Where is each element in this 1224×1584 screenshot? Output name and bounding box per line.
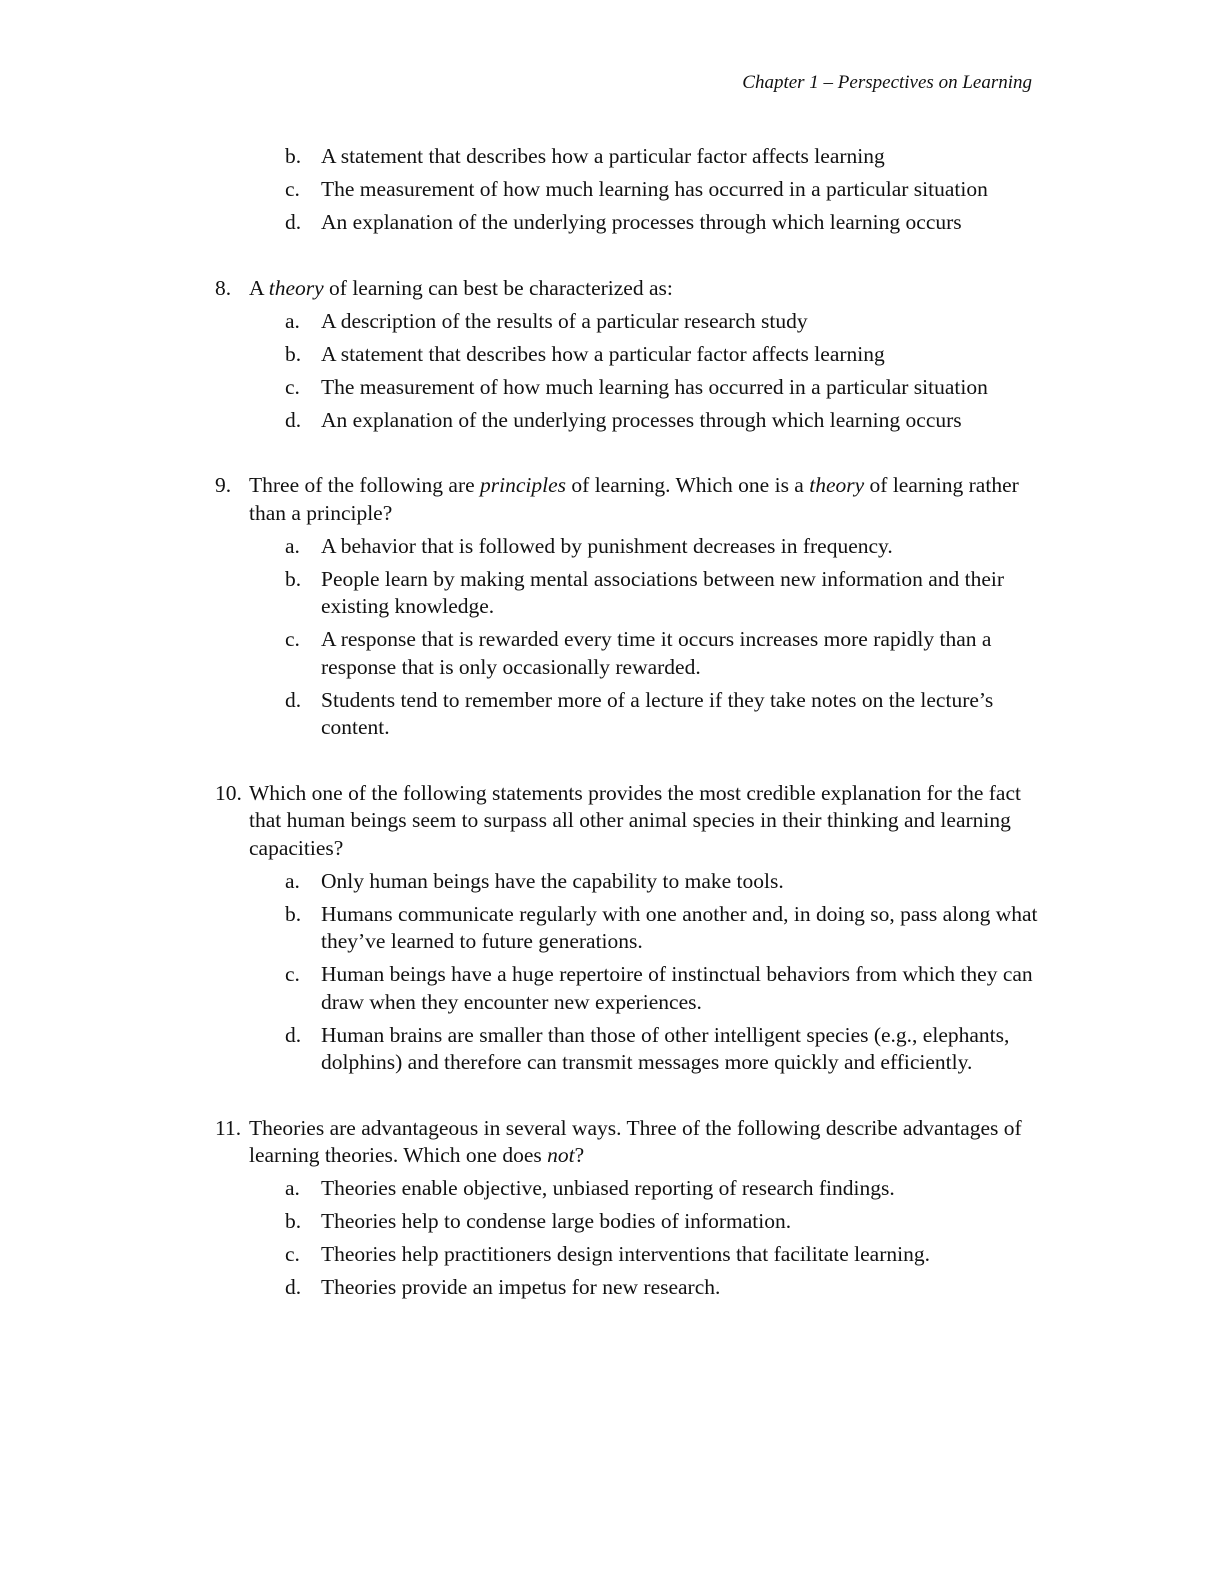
answer-option (285, 308, 1045, 336)
answer-option (285, 1022, 1045, 1077)
running-header: Chapter 1 – Perspectives on Learning (742, 72, 1032, 93)
option-label: d. (285, 687, 302, 712)
answer-option (285, 533, 1045, 561)
option-label: a. (285, 1176, 300, 1200)
answer-option (285, 374, 1045, 402)
option-text: Humans communicate regularly with one another and, in doing so, pass along what they’ve learned to future generations. (321, 901, 1038, 953)
question (215, 275, 1045, 435)
question-stem (215, 1115, 1045, 1170)
question-list (215, 143, 1045, 1302)
answer-option (285, 626, 1045, 681)
question-stem (215, 780, 1045, 863)
text-run: Which one of the following statements provides the most credible explanation for the fact that human beings seem to surpass all other animal species in their thinking and learning capacities? (249, 780, 1021, 860)
option-label: d. (285, 1275, 302, 1299)
text-run: of learning. Which one is a (566, 473, 810, 497)
answer-option (285, 407, 1045, 435)
option-text: People learn by making mental associations between new information and their existing knowledge. (321, 566, 1005, 618)
question-number: 10. (215, 780, 242, 805)
option-text: A statement that describes how a particular factor affects learning (321, 341, 885, 366)
option-text: A response that is rewarded every time it occurs increases more rapidly than a response that is only occasionally rewarded. (321, 627, 992, 679)
question (215, 1115, 1045, 1302)
option-label: a. (285, 533, 300, 558)
option-label: c. (285, 627, 300, 651)
answer-option (285, 1274, 1045, 1302)
answer-option (285, 1175, 1045, 1203)
answer-option (285, 1208, 1045, 1236)
answer-option (285, 176, 1045, 204)
option-label: b. (285, 144, 302, 168)
question-stem (215, 472, 1045, 527)
option-label: b. (285, 1209, 302, 1233)
option-label: c. (285, 177, 300, 201)
answer-option (285, 566, 1045, 621)
question-number: 11. (215, 1115, 242, 1140)
emphasized-term: theory (268, 275, 324, 300)
text-run: of learning rather than a principle? (249, 473, 1019, 525)
emphasized-term: theory (809, 473, 865, 497)
option-label: d. (285, 1022, 302, 1047)
answer-option (285, 1241, 1045, 1269)
answer-options (285, 143, 1045, 237)
option-text: An explanation of the underlying processes through which learning occurs (321, 210, 962, 234)
text-run: Three of the following are (249, 473, 481, 497)
text-run: of learning can best be characterized as: (323, 275, 673, 300)
option-label: b. (285, 341, 302, 366)
option-text: The measurement of how much learning has occurred in a particular situation (321, 374, 988, 399)
answer-option (285, 341, 1045, 369)
option-text: A statement that describes how a particular factor affects learning (321, 144, 885, 168)
option-label: d. (285, 407, 302, 432)
option-text: Students tend to remember more of a lecture if they take notes on the lecture’s content. (321, 687, 994, 739)
answer-option (285, 687, 1045, 742)
question-text (249, 1115, 1045, 1170)
option-label: c. (285, 962, 300, 986)
option-label: c. (285, 374, 300, 399)
emphasized-term: not (547, 1143, 575, 1167)
option-text: A description of the results of a particular research study (321, 308, 808, 333)
question-text (249, 472, 1045, 527)
question (215, 472, 1045, 742)
answer-options (285, 1175, 1045, 1302)
question-text (249, 275, 1045, 303)
answer-option (285, 143, 1045, 171)
text-run: A (249, 275, 269, 300)
option-label: b. (285, 901, 302, 926)
option-text: Theories help practitioners design interventions that facilitate learning. (321, 1242, 930, 1266)
answer-option (285, 961, 1045, 1016)
option-label: c. (285, 1242, 300, 1266)
question-number: 9. (215, 473, 232, 497)
emphasized-term: principles (480, 473, 567, 497)
option-label: b. (285, 566, 302, 591)
question (215, 780, 1045, 1077)
option-text: Only human beings have the capability to make tools. (321, 868, 784, 893)
question-text (249, 780, 1045, 863)
option-text: Theories provide an impetus for new research. (321, 1275, 721, 1299)
text-run: Theories are advantageous in several ways. Three of the following describe advantages of learning theories. Which one does (249, 1115, 1022, 1167)
option-label: a. (285, 868, 300, 893)
option-text: Human beings have a huge repertoire of instinctual behaviors from which they can draw when they encounter new experiences. (321, 962, 1033, 1014)
option-text: The measurement of how much learning has occurred in a particular situation (321, 177, 988, 201)
question (215, 143, 1045, 237)
answer-option (285, 901, 1045, 956)
option-text: Theories enable objective, unbiased reporting of research findings. (321, 1176, 895, 1200)
text-run: ? (574, 1143, 585, 1167)
option-label: a. (285, 308, 300, 333)
option-text: Human brains are smaller than those of other intelligent species (e.g., elephants, dolphins) and therefore can transmit messages more quickly and efficiently. (321, 1022, 1010, 1074)
question-stem (215, 275, 1045, 303)
answer-options (285, 868, 1045, 1077)
answer-options (285, 533, 1045, 742)
option-label: d. (285, 210, 302, 234)
option-text: A behavior that is followed by punishment decreases in frequency. (321, 533, 893, 558)
question-number: 8. (215, 275, 232, 300)
option-text: An explanation of the underlying processes through which learning occurs (321, 407, 962, 432)
answer-option (285, 209, 1045, 237)
option-text: Theories help to condense large bodies of information. (321, 1209, 792, 1233)
answer-option (285, 868, 1045, 896)
answer-options (285, 308, 1045, 435)
